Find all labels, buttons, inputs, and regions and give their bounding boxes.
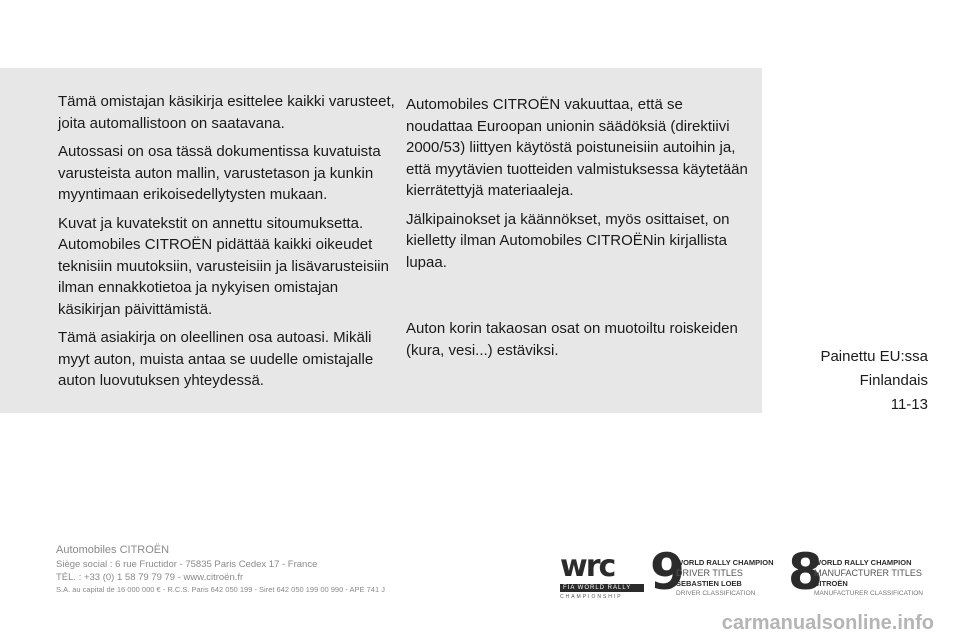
edition-code: 11-13 <box>890 396 928 413</box>
paragraph: Auton korin takaosan osat on muotoiltu roiskeiden (kura, vesi...) estäviksi. <box>406 320 738 359</box>
rally-logos <box>560 543 940 604</box>
company-footer <box>56 543 385 595</box>
paragraph: Jälkipainokset ja käännökset, myös osittaiset, on kielletty ilman Automobiles CITROËNin kirjallista lupaa. <box>406 210 730 271</box>
company-address: Siège social : 6 rue Fructidor - 75835 Paris Cedex 17 - France <box>56 559 318 570</box>
company-contact: TÉL. : +33 (0) 1 58 79 79 79 - www.citroën.fr <box>56 572 244 583</box>
left-text-column <box>58 91 403 399</box>
badge-name: CITROËN <box>814 579 848 588</box>
wrc-logo <box>560 549 644 600</box>
paragraph: Kuvat ja kuvatekstit on annettu sitoumuksetta. Automobiles CITROËN pidättää kaikki oikeudet teknisiin muutoksiin, varusteisiin ja lisävarusteisiin ilman ennakkotietoa ja nykyisen omistajan käsikirjan päivittämistä. <box>58 214 389 318</box>
badge-title: WORLD RALLY CHAMPION <box>814 558 912 567</box>
printed-in-label: Painettu EU:ssa <box>820 348 928 365</box>
watermark: carmanualsonline.info <box>721 612 934 634</box>
manufacturer-titles-badge <box>788 543 938 604</box>
badge-subtitle: DRIVER TITLES <box>676 568 743 578</box>
company-name: Automobiles CITROËN <box>56 544 170 556</box>
badge-name: SEBASTIEN LOEB <box>676 579 742 588</box>
badge-title: WORLD RALLY CHAMPION <box>676 558 774 567</box>
paragraph: Tämä omistajan käsikirja esittelee kaikki varusteet, joita automallistoon on saatavana. <box>58 93 395 132</box>
wrc-bar: FIA WORLD RALLY <box>560 584 644 592</box>
paragraph: Autossasi on osa tässä dokumentissa kuvatuista varusteista auton mallin, varustetason ja kunkin myyntimaan erikoisedellytysten mukaan. <box>58 143 381 203</box>
badge-number: 9 <box>650 543 685 601</box>
badge-caption: DRIVER CLASSIFICATION <box>676 590 756 597</box>
company-legal: S.A. au capital de 16 000 000 € - R.C.S. Paris 642 050 199 - Siret 642 050 199 00 990 - APE 741 J <box>56 585 385 594</box>
paragraph: Automobiles CITROËN vakuuttaa, että se noudattaa Euroopan unionin säädöksiä (direktiivi 2000/53) liittyen käytöstä poistuneisiin autoihin ja, että myytävien tuotteiden valmistuksessa käytetään kierrätettyjä materiaaleja. <box>406 96 748 199</box>
badge-caption: MANUFACTURER CLASSIFICATION <box>814 590 923 597</box>
language-label: Finlandais <box>859 372 928 389</box>
badge-number: 8 <box>788 543 823 601</box>
paragraph: Tämä asiakirja on oleellinen osa autoasi. Mikäli myyt auton, muista antaa se uudelle omistajalle auton luovutuksen yhteydessä. <box>58 329 374 389</box>
badge-subtitle: MANUFACTURER TITLES <box>814 568 922 578</box>
right-text-column <box>406 94 751 368</box>
driver-titles-badge <box>650 543 790 604</box>
wrc-sub: CHAMPIONSHIP <box>560 594 623 600</box>
wrc-mark: wrc <box>560 549 615 584</box>
